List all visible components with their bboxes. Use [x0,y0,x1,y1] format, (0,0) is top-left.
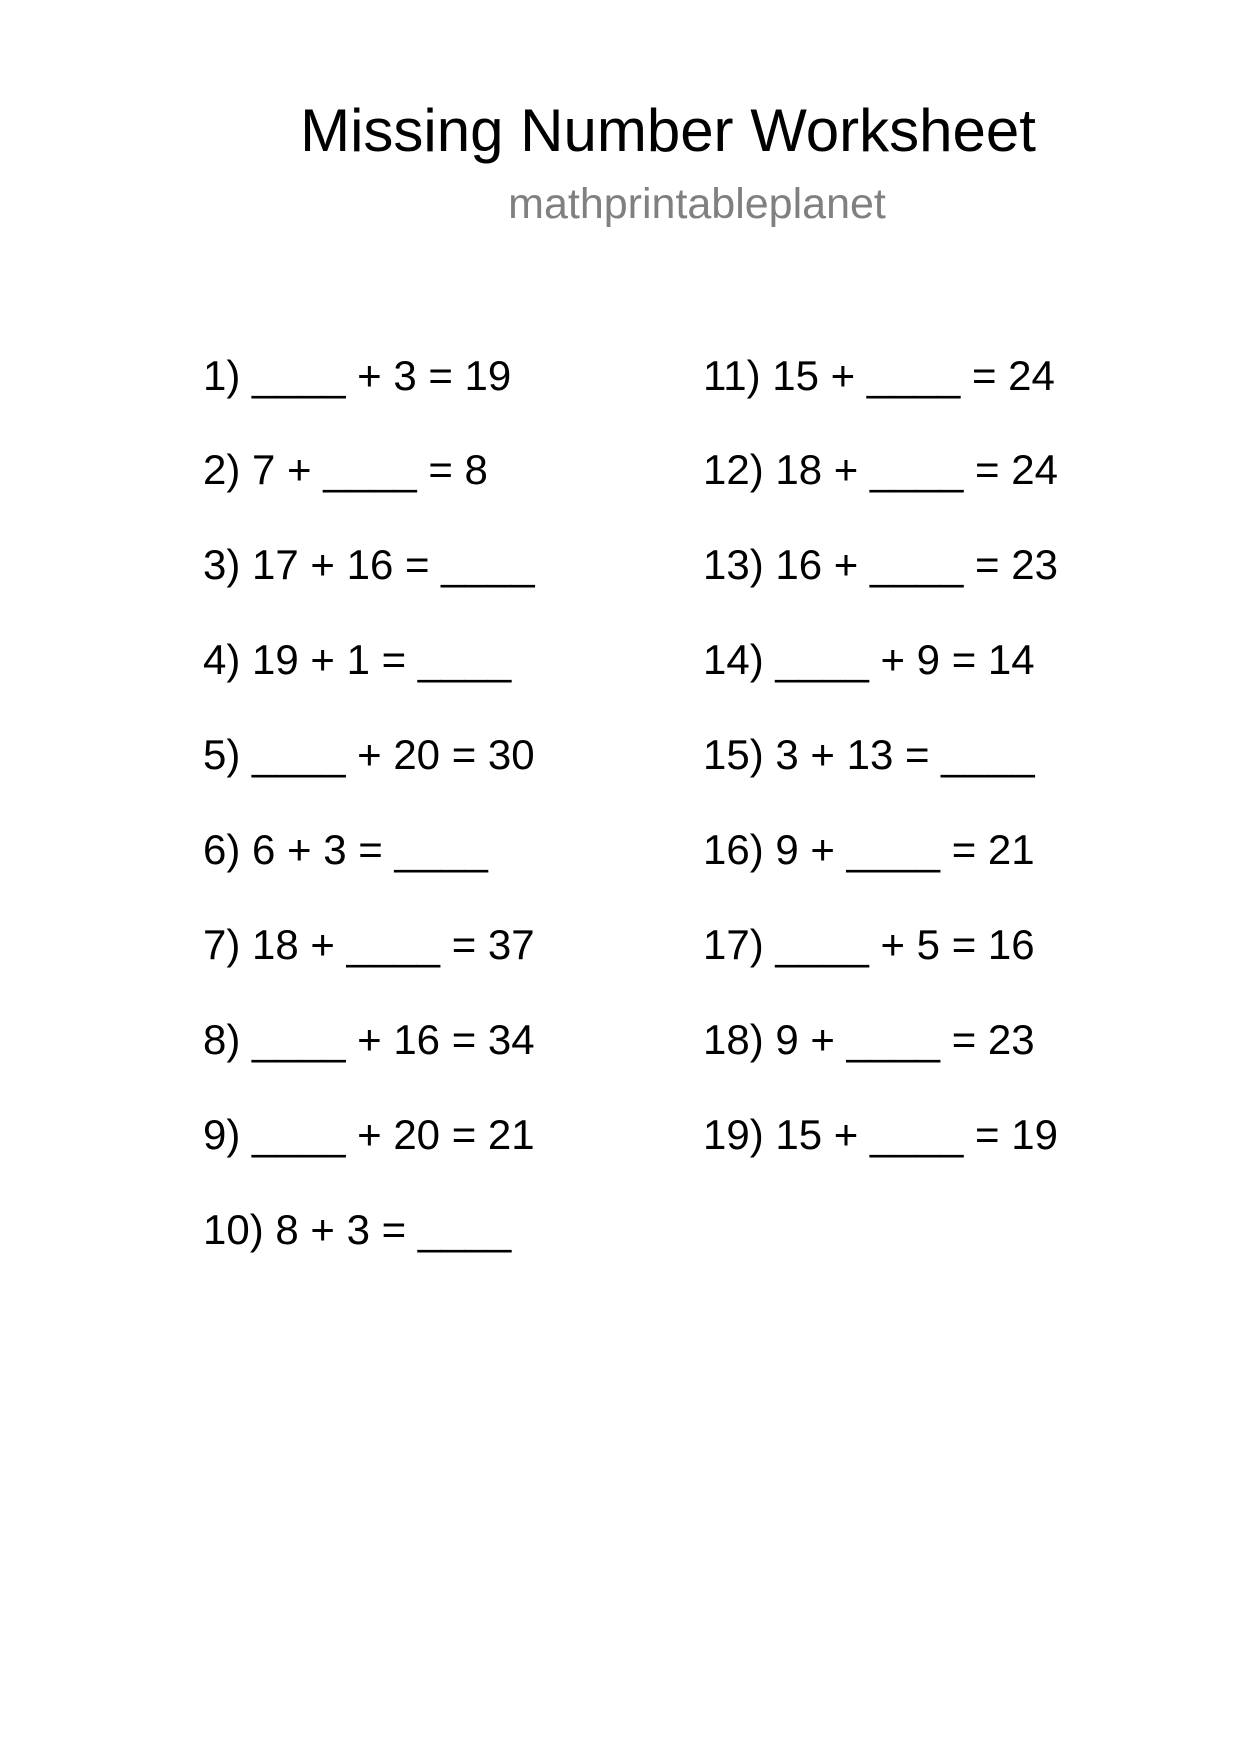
problem-10: 10) 8 + 3 = ____ [203,1206,512,1253]
site-watermark: mathprintableplanet [508,180,886,228]
problem-6: 6) 6 + 3 = ____ [203,826,488,873]
problem-1: 1) ____ + 3 = 19 [203,352,512,399]
problem-13: 13) 16 + ____ = 23 [703,541,1058,588]
problem-11: 11) 15 + ____ = 24 [703,352,1055,399]
problem-4: 4) 19 + 1 = ____ [203,636,512,683]
problem-9: 9) ____ + 20 = 21 [203,1111,535,1158]
problem-16: 16) 9 + ____ = 21 [703,826,1035,873]
problem-14: 14) ____ + 9 = 14 [703,636,1035,683]
problem-8: 8) ____ + 16 = 34 [203,1016,535,1063]
problem-17: 17) ____ + 5 = 16 [703,921,1035,968]
problem-3: 3) 17 + 16 = ____ [203,541,535,588]
problem-2: 2) 7 + ____ = 8 [203,446,488,493]
problem-7: 7) 18 + ____ = 37 [203,921,535,968]
page-title: Missing Number Worksheet [300,97,1036,164]
problem-19: 19) 15 + ____ = 19 [703,1111,1058,1158]
problem-12: 12) 18 + ____ = 24 [703,446,1058,493]
problem-15: 15) 3 + 13 = ____ [703,731,1035,778]
problem-5: 5) ____ + 20 = 30 [203,731,535,778]
problem-18: 18) 9 + ____ = 23 [703,1016,1035,1063]
